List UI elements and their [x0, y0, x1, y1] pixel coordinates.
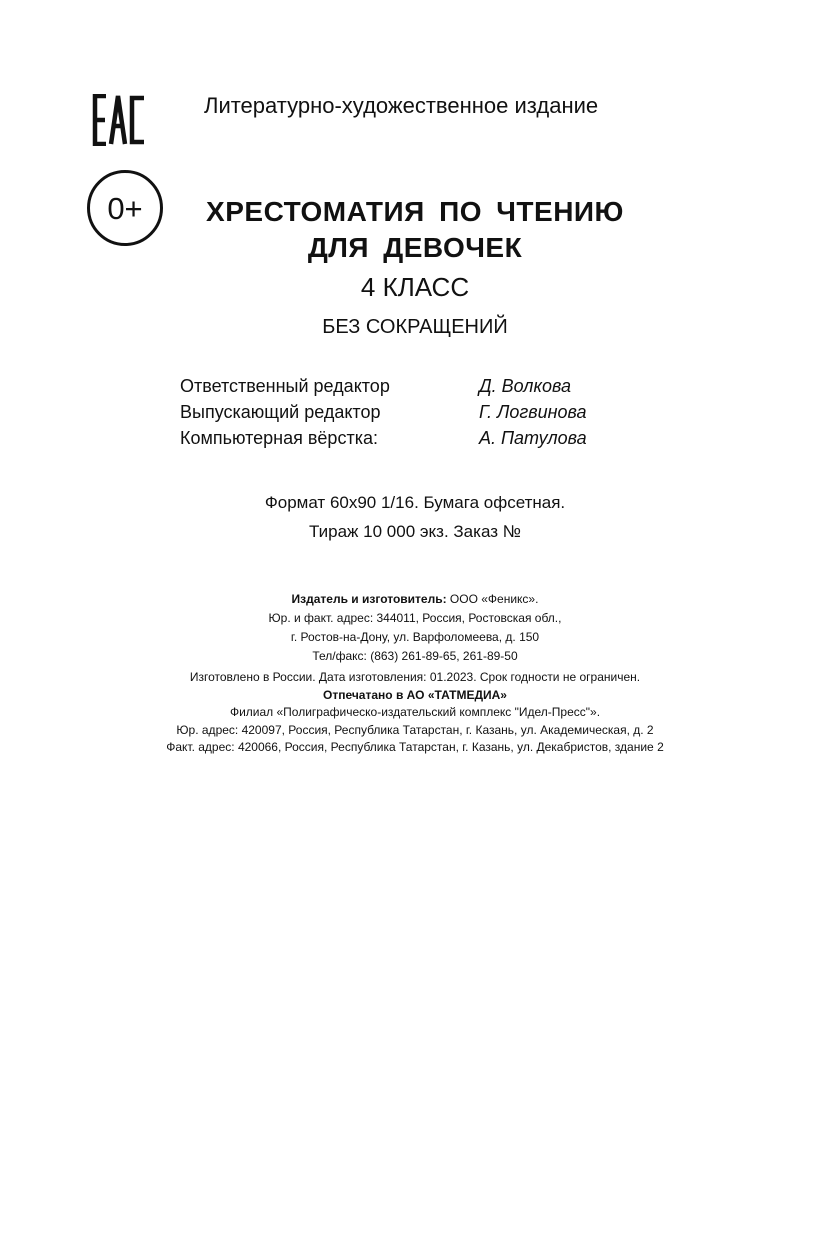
credit-row: [180, 425, 640, 451]
printer-block: [100, 669, 730, 757]
eac-mark-icon: [92, 94, 148, 146]
credit-name: Д. Волкова: [479, 376, 571, 396]
credit-name: Г. Логвинова: [479, 402, 587, 422]
credit-role: Компьютерная вёрстка:: [180, 428, 378, 448]
credit-name: А. Патулова: [479, 428, 587, 448]
book-title-line2: ДЛЯ ДЕВОЧЕК: [307, 232, 523, 263]
publisher-label: Издатель и изготовитель:: [291, 592, 447, 606]
publisher-name: ООО «Феникс».: [446, 592, 539, 606]
genre-label: Литературно-художественное издание: [204, 93, 599, 118]
publisher-block: [120, 590, 710, 666]
credit-role: Выпускающий редактор: [180, 402, 381, 422]
subtitle-label: БЕЗ СОКРАЩЕНИЙ: [322, 316, 508, 338]
printer-actual-address: Факт. адрес: 420066, Россия, Республика Татарстан, г. Казань, ул. Декабристов, здание 2: [166, 740, 664, 754]
publisher-address-line1: Юр. и факт. адрес: 344011, Россия, Ростовская обл.,: [268, 611, 562, 625]
credit-row: [180, 373, 640, 399]
credit-row: [180, 399, 640, 425]
age-rating-text: 0+: [107, 190, 143, 226]
made-in-line: Изготовлено в России. Дата изготовления: 01.2023. Срок годности не ограничен.: [189, 670, 641, 684]
book-title-line1: ХРЕСТОМАТИЯ ПО ЧТЕНИЮ: [206, 196, 624, 227]
credit-role: Ответственный редактор: [180, 376, 390, 396]
publisher-address-line2: г. Ростов-на-Дону, ул. Варфоломеева, д. 150: [290, 630, 540, 644]
printer-legal-address: Юр. адрес: 420097, Россия, Республика Татарстан, г. Казань, ул. Академическая, д. 2: [176, 722, 654, 737]
printer-branch-line: Филиал «Полиграфическо-издательский комплекс "Идел-Пресс"».: [229, 705, 601, 719]
format-block: [150, 488, 680, 546]
publisher-line: [120, 590, 710, 609]
printed-by-line: Отпечатано в АО «ТАТМЕДИА»: [323, 687, 507, 702]
credits-block: [180, 373, 640, 451]
format-line: Формат 60x90 1/16. Бумага офсетная.: [264, 493, 566, 512]
print-run-line: Тираж 10 000 экз. Заказ №: [309, 522, 521, 541]
grade-label: 4 КЛАСС: [360, 272, 470, 302]
publisher-phone: Тел/факс: (863) 261-89-65, 261-89-50: [312, 649, 518, 663]
